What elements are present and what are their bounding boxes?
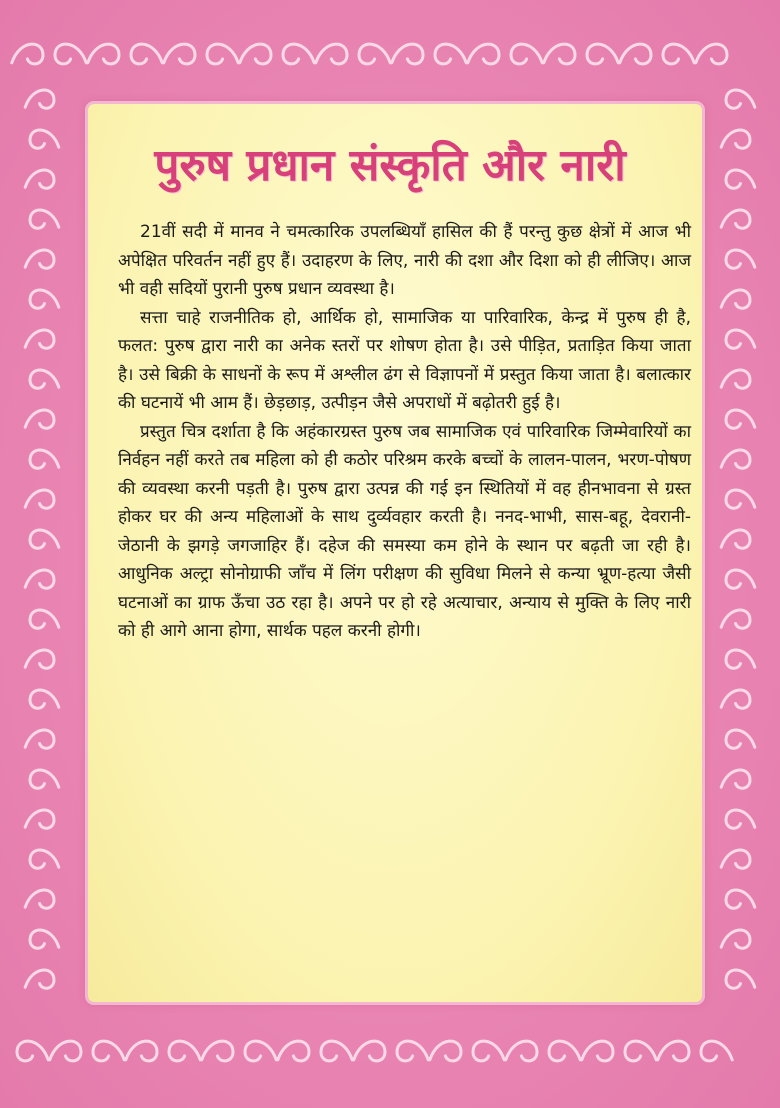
- scroll-ornament: [721, 930, 750, 948]
- scroll-ornament: [392, 44, 423, 64]
- scroll-ornament: [321, 1041, 352, 1061]
- scroll-ornament: [25, 250, 54, 268]
- scroll-ornament: [30, 450, 59, 468]
- scroll-ornament: [316, 44, 347, 64]
- scroll-ornament: [30, 530, 59, 548]
- scroll-ornament: [55, 44, 86, 64]
- scroll-ornament: [25, 490, 54, 508]
- scroll-ornament: [283, 44, 314, 64]
- scroll-ornament: [726, 490, 755, 508]
- scroll-ornament: [25, 650, 54, 668]
- paragraph: प्रस्तुत चित्र दर्शाता है कि अहंकारग्रस्त पुरुष जब सामाजिक एवं पारिवारिक जिम्मेवारियों का निर्वहन नहीं करते तब महिला को ही कठोर परिश्रम करके बच्चों के लालन-पालन, भरण-पोषण की व्यवस्था करनी पड़ती है। पुरुष द्वारा उत्पन्न की गई इन स्थितियों में वह हीनभावना से ग्रस्त होकर घर की अन्य महिलाओं के साथ दुर्व्यवहार करती है। ननद-भाभी, सास-बहू, देवरानी-जेठानी के झगड़े जगजाहिर हैं। दहेज की समस्या कम होने के स्थान पर बढ़ती जा रही है। आधुनिक अल्ट्रा सोनोग्राफी जाँच में लिंग परीक्षण की सुविधा मिलने से कन्या भ्रूण-हत्या जैसी घटनाओं का ग्राफ ऊँचा उठ रहा है। अपने पर हो रहे अत्याचार, अन्याय से मुक्ति के लिए नारी को ही आगे आना होगा, सार्थक पहल करनी होगी।: [118, 421, 691, 641]
- scroll-ornament: [164, 44, 195, 64]
- scroll-ornament: [620, 44, 651, 64]
- scroll-ornament: [202, 1041, 233, 1061]
- scroll-ornament: [30, 850, 59, 868]
- scroll-ornament: [25, 90, 54, 108]
- scroll-ornament: [435, 44, 466, 64]
- scroll-ornament: [397, 1041, 428, 1061]
- scroll-ornament: [511, 44, 542, 64]
- scroll-ornament: [25, 570, 54, 588]
- scroll-ornament: [726, 890, 755, 908]
- scroll-ornament: [721, 450, 750, 468]
- scroll-ornament: [169, 1041, 200, 1061]
- scroll-ornament: [30, 930, 59, 948]
- scroll-ornament: [25, 970, 54, 988]
- scroll-ornament: [25, 730, 54, 748]
- article-body: [118, 218, 691, 646]
- scroll-ornament: [726, 970, 755, 988]
- scroll-ornament: [30, 370, 59, 388]
- scroll-ornament: [625, 1041, 656, 1061]
- scroll-ornament: [207, 44, 238, 64]
- scroll-ornament: [17, 1041, 48, 1061]
- paragraph: सत्ता चाहे राजनीतिक हो, आर्थिक हो, सामाजिक या पारिवारिक, केन्द्र में पुरुष ही है, फलत: पुरुष द्वारा नारी का अनेक स्तरों पर शोषण होता है। उसे पीड़ित, प्रताड़ित किया जाता है। उसे बिक्री के साधनों के रूप में अश्लील ढंग से विज्ञापनों में प्रस्तुत किया जाता है। बलात्कार की घटनायें भी आम हैं। छेड़छाड़, उत्पीड़न जैसे अपराधों में बढ़ोतरी हुई है।: [118, 307, 691, 413]
- scroll-ornament: [93, 1041, 124, 1061]
- scroll-ornament: [721, 850, 750, 868]
- scroll-ornament: [721, 210, 750, 228]
- scroll-ornament: [25, 410, 54, 428]
- scroll-ornament: [30, 690, 59, 708]
- scroll-ornament: [25, 810, 54, 828]
- scroll-ornament: [587, 44, 618, 64]
- scroll-ornament: [721, 610, 750, 628]
- scroll-ornament: [12, 44, 43, 64]
- scroll-ornament: [506, 1041, 537, 1061]
- scroll-ornament: [88, 44, 119, 64]
- scroll-ornament: [473, 1041, 504, 1061]
- scroll-ornament: [726, 570, 755, 588]
- scroll-ornament: [430, 1041, 461, 1061]
- scroll-ornament: [726, 410, 755, 428]
- scroll-ornament: [245, 1041, 276, 1061]
- scroll-ornament: [544, 44, 575, 64]
- scroll-ornament: [721, 530, 750, 548]
- scroll-ornament: [721, 690, 750, 708]
- scroll-ornament: [30, 210, 59, 228]
- scroll-ornament: [721, 290, 750, 308]
- scroll-ornament: [726, 730, 755, 748]
- scroll-ornament: [721, 370, 750, 388]
- scroll-ornament: [278, 1041, 309, 1061]
- scroll-ornament: [726, 810, 755, 828]
- scroll-ornament: [30, 770, 59, 788]
- page-title: पुरुष प्रधान संस्कृति और नारी: [154, 140, 626, 191]
- scroll-ornament: [25, 890, 54, 908]
- scroll-ornament: [721, 770, 750, 788]
- scroll-ornament: [131, 44, 162, 64]
- scroll-ornament: [658, 1041, 689, 1061]
- scroll-ornament: [582, 1041, 613, 1061]
- scroll-ornament: [726, 650, 755, 668]
- scroll-ornament: [30, 610, 59, 628]
- scroll-ornament: [726, 90, 755, 108]
- scroll-ornament: [50, 1041, 81, 1061]
- scroll-ornament: [701, 1041, 732, 1061]
- scroll-ornament: [696, 44, 727, 64]
- scroll-ornament: [126, 1041, 157, 1061]
- scroll-ornament: [726, 250, 755, 268]
- scroll-ornament: [663, 44, 694, 64]
- scroll-ornament: [359, 44, 390, 64]
- scroll-ornament: [240, 44, 271, 64]
- scroll-ornament: [549, 1041, 580, 1061]
- scroll-ornament: [468, 44, 499, 64]
- scroll-ornament: [354, 1041, 385, 1061]
- scroll-ornament: [25, 330, 54, 348]
- paragraph: 21वीं सदी में मानव ने चमत्कारिक उपलब्धियाँ हासिल की हैं परन्तु कुछ क्षेत्रों में आज भी अपेक्षित परिवर्तन नहीं हुए हैं। उदाहरण के लिए, नारी की दशा और दिशा को ही लीजिए। आज भी वही सदियों पुरानी पुरुष प्रधान व्यवस्था है।: [118, 222, 691, 299]
- scroll-ornament: [726, 330, 755, 348]
- scroll-ornament: [30, 290, 59, 308]
